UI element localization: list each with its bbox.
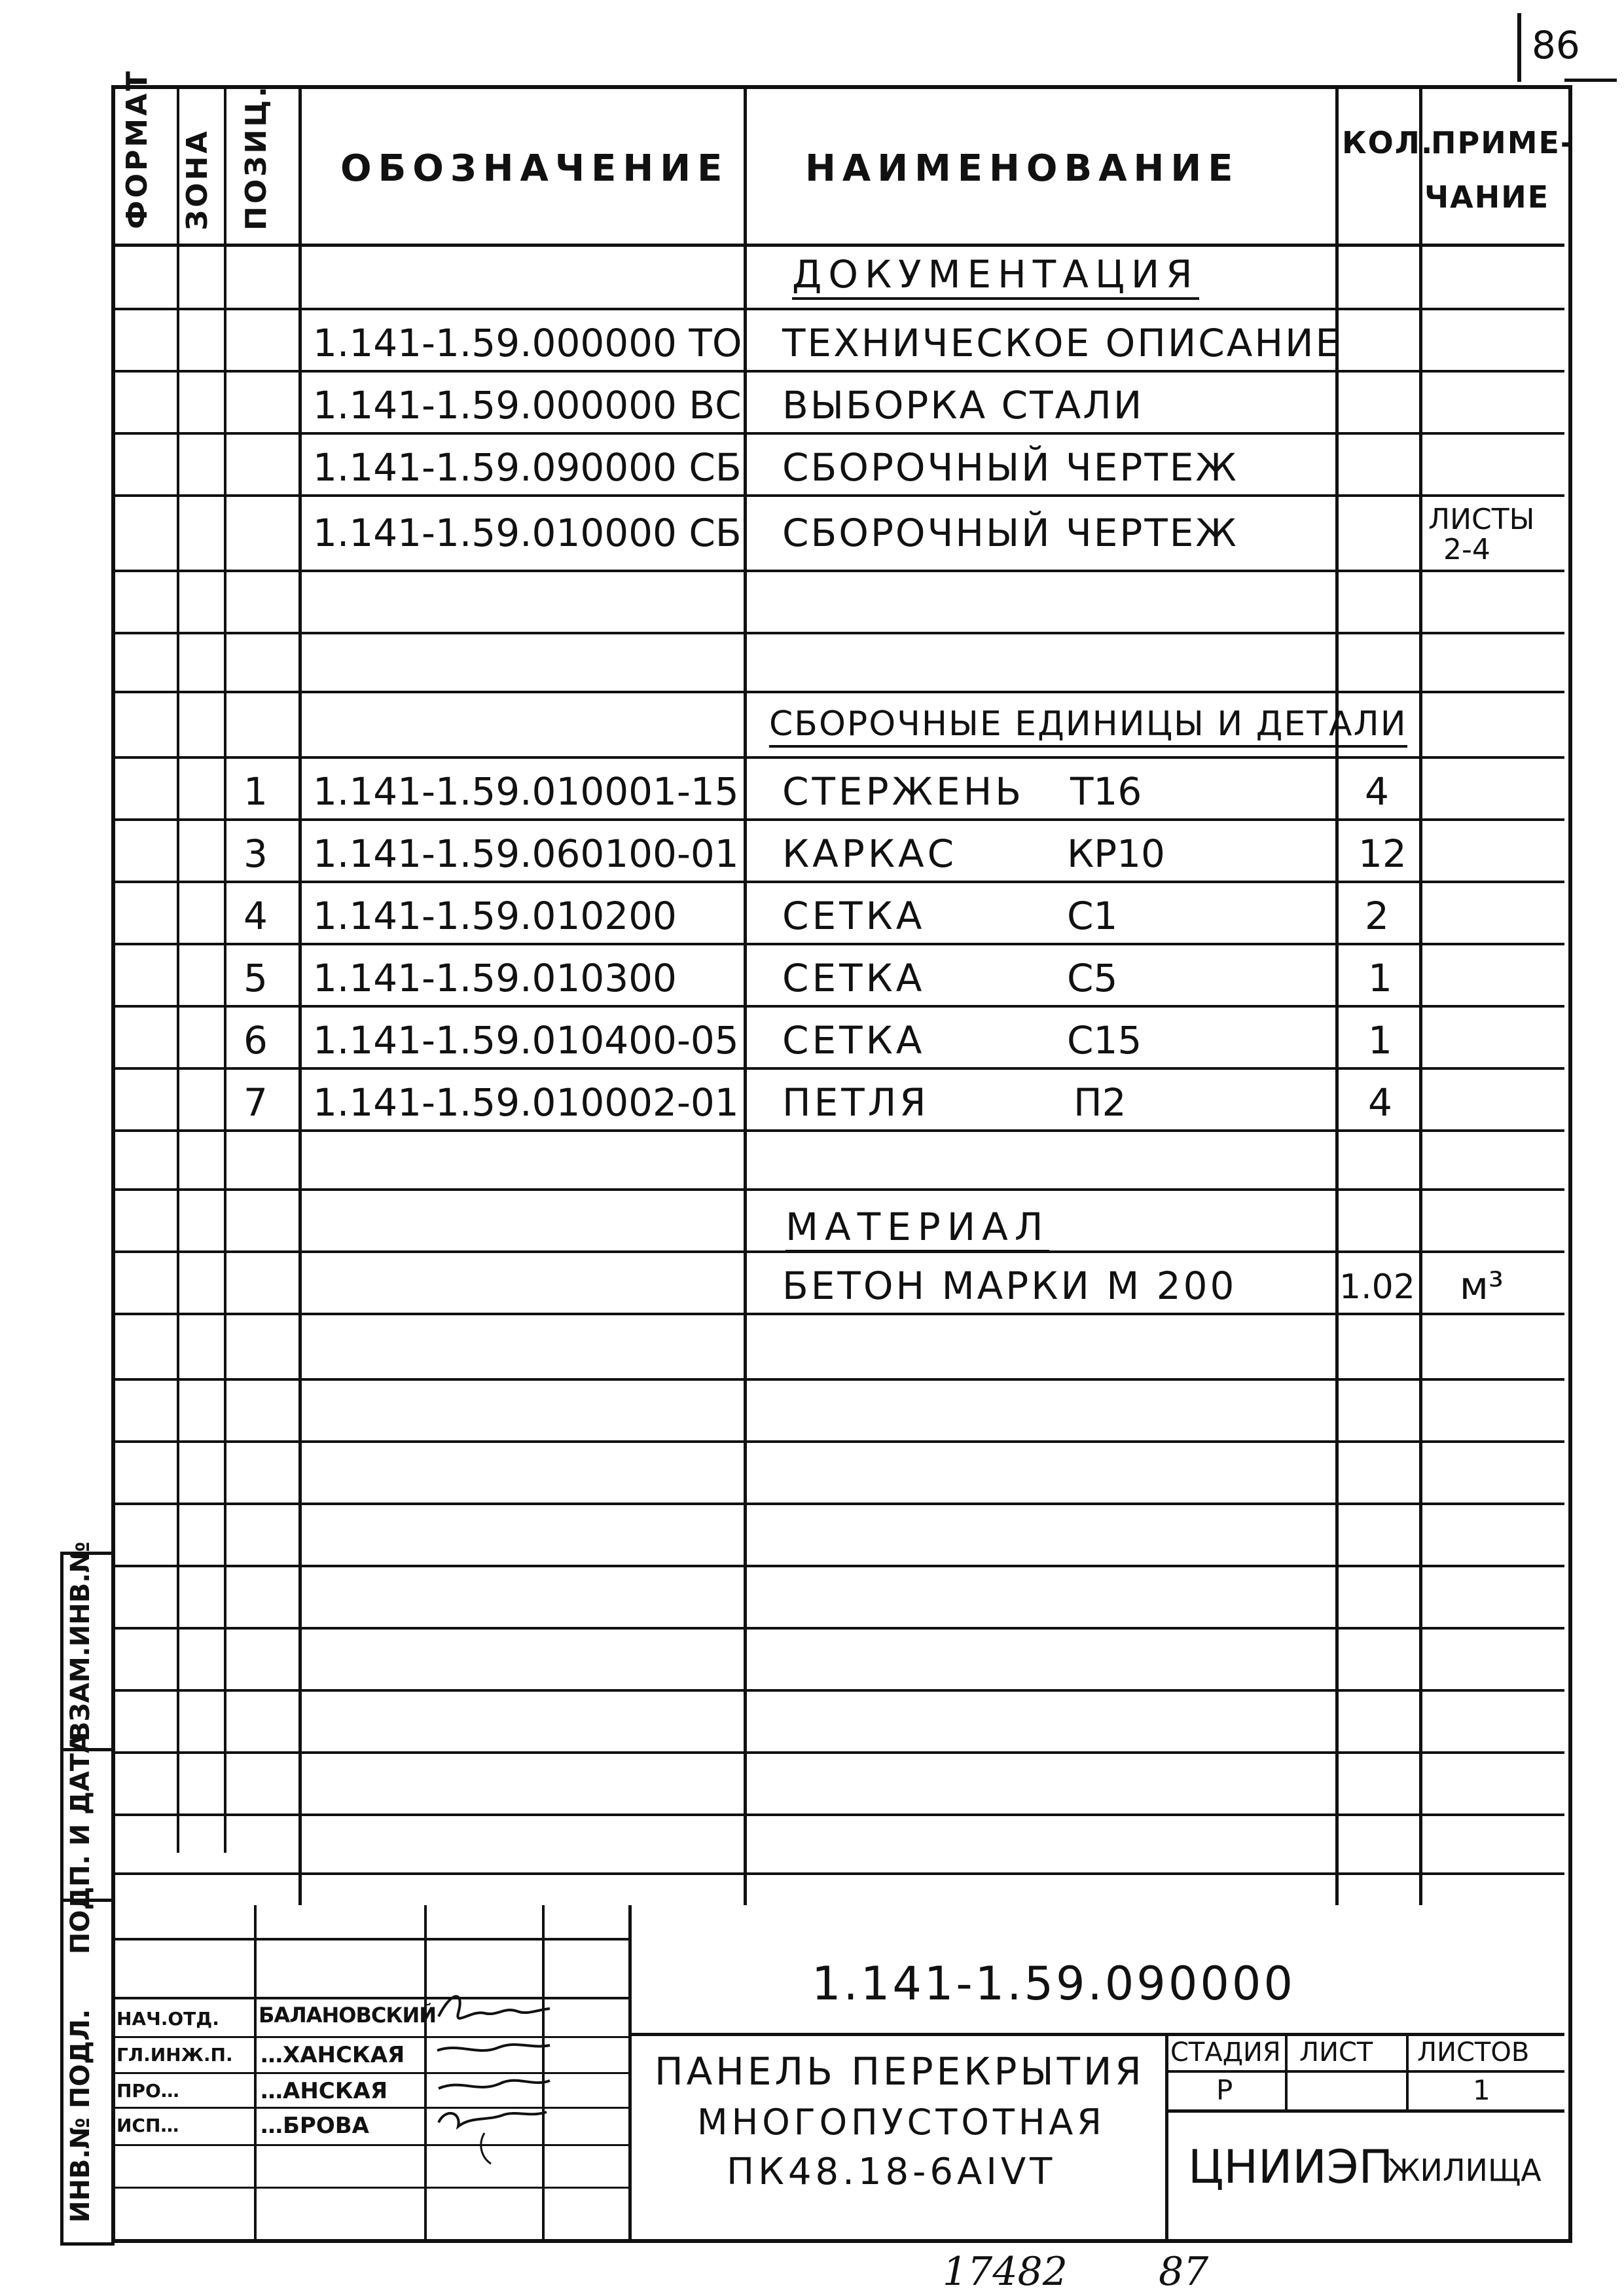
doc-note: 2-4 (1443, 533, 1490, 566)
part-pos: 1 (244, 769, 268, 814)
doc-name: СБОРОЧНЫЙ ЧЕРТЕЖ (782, 445, 1238, 490)
part-qty: 12 (1358, 831, 1407, 876)
top-border-extension (1564, 79, 1617, 82)
sheets-value: 1 (1473, 2074, 1490, 2106)
part-designation: 1.141-1.59.010002-01 (313, 1080, 739, 1125)
part-name: СЕТКА (782, 894, 926, 938)
title-line-2: МНОГОПУСТОТНАЯ (697, 2102, 1106, 2143)
part-name: СЕТКА (782, 1018, 926, 1063)
page-number: 86 (1532, 23, 1580, 67)
section-material: МАТЕРИАЛ (785, 1208, 1049, 1252)
signer-name: …ХАНСКАЯ (261, 2042, 405, 2068)
org-suffix: ЖИЛИЩА (1388, 2153, 1542, 2188)
part-pos: 4 (244, 894, 268, 938)
col-position-header: ПОЗИЦ. (240, 84, 273, 230)
material-qty: 1.02 (1339, 1267, 1415, 1307)
side-inv-orig: ИНВ.№ ПОДЛ. (65, 2009, 96, 2223)
page-bracket (1517, 13, 1521, 82)
stage-value: Р (1216, 2074, 1233, 2106)
doc-name: ВЫБОРКА СТАЛИ (782, 383, 1144, 428)
signer-role: НАЧ.ОТД. (117, 2008, 219, 2030)
col-note-header-1: ПРИМЕ- (1431, 125, 1574, 160)
part-qty: 1 (1368, 1018, 1392, 1063)
material-unit: м³ (1460, 1264, 1504, 1308)
part-name: КАРКАС (782, 831, 958, 876)
footer-number-left: 17482 (943, 2249, 1068, 2295)
material-name: БЕТОН МАРКИ М 200 (782, 1264, 1237, 1308)
part-designation: 1.141-1.59.010400-05 (313, 1018, 739, 1063)
section-documentation: ДОКУМЕНТАЦИЯ (792, 255, 1199, 300)
section-assembly: СБОРОЧНЫЕ ЕДИНИЦЫ И ДЕТАЛИ (769, 707, 1407, 748)
doc-designation: 1.141-1.59.090000 СБ (313, 445, 742, 490)
part-qty: 2 (1365, 894, 1389, 938)
doc-name: ТЕХНИЧЕСКОЕ ОПИСАНИЕ (782, 321, 1342, 365)
part-name: ПЕТЛЯ (782, 1080, 929, 1125)
sheet-label: ЛИСТ (1299, 2037, 1373, 2068)
signer-name: …БРОВА (261, 2113, 369, 2139)
part-qty: 1 (1368, 956, 1392, 1000)
part-pos: 3 (244, 831, 268, 876)
side-replace-inv: ВЗАМ.ИНВ.№ (65, 1541, 96, 1741)
doc-name: СБОРОЧНЫЙ ЧЕРТЕЖ (782, 511, 1238, 555)
doc-designation: 1.141-1.59.000000 ВС (313, 383, 742, 428)
signer-name: …АНСКАЯ (261, 2078, 388, 2104)
title-line-1: ПАНЕЛЬ ПЕРЕКРЫТИЯ (655, 2049, 1145, 2094)
part-designation: 1.141-1.59.060100-01 (313, 831, 739, 876)
footer-number-right: 87 (1159, 2249, 1209, 2295)
part-mark: Т16 (1070, 769, 1142, 814)
part-mark: С5 (1067, 956, 1118, 1000)
signatures-icon (425, 1977, 569, 2167)
doc-designation: 1.141-1.59.000000 ТО (313, 321, 742, 365)
doc-code: 1.141-1.59.090000 (812, 1957, 1295, 2011)
col-designation-header: ОБОЗНАЧЕНИЕ (340, 147, 729, 190)
col-format-header: ФОРМАТ (120, 68, 154, 229)
part-qty: 4 (1368, 1080, 1392, 1125)
part-mark: С1 (1067, 894, 1118, 938)
part-mark: П2 (1074, 1080, 1127, 1125)
part-qty: 4 (1365, 769, 1389, 814)
signer-role: ПРО… (117, 2080, 179, 2102)
side-sign-date: ПОДП. И ДАТА (65, 1733, 96, 1954)
doc-note: ЛИСТЫ (1428, 503, 1535, 536)
org-name: ЦНИИЭП (1188, 2140, 1394, 2194)
part-mark: С15 (1067, 1018, 1142, 1063)
part-pos: 6 (244, 1018, 268, 1063)
part-mark: КР10 (1067, 831, 1165, 876)
title-line-3: ПК48.18-6АIVТ (727, 2151, 1056, 2193)
part-name: СЕТКА (782, 956, 926, 1000)
col-name-header: НАИМЕНОВАНИЕ (805, 147, 1240, 190)
part-designation: 1.141-1.59.010300 (313, 956, 677, 1000)
doc-designation: 1.141-1.59.010000 СБ (313, 511, 742, 555)
sheets-label: ЛИСТОВ (1417, 2037, 1530, 2068)
part-designation: 1.141-1.59.010200 (313, 894, 677, 938)
part-pos: 7 (244, 1080, 268, 1125)
part-pos: 5 (244, 956, 268, 1000)
part-name: СТЕРЖЕНЬ (782, 769, 1025, 814)
signer-name: БАЛАНОВСКИЙ (259, 2003, 437, 2028)
signer-role: ИСП… (117, 2115, 179, 2136)
part-designation: 1.141-1.59.010001-15 (313, 769, 739, 814)
signer-role: ГЛ.ИНЖ.П. (117, 2044, 233, 2066)
stage-label: СТАДИЯ (1170, 2037, 1281, 2068)
col-qty-header: КОЛ. (1342, 125, 1434, 160)
col-zone-header: ЗОНА (181, 128, 214, 230)
col-note-header-2: ЧАНИЕ (1424, 179, 1550, 215)
